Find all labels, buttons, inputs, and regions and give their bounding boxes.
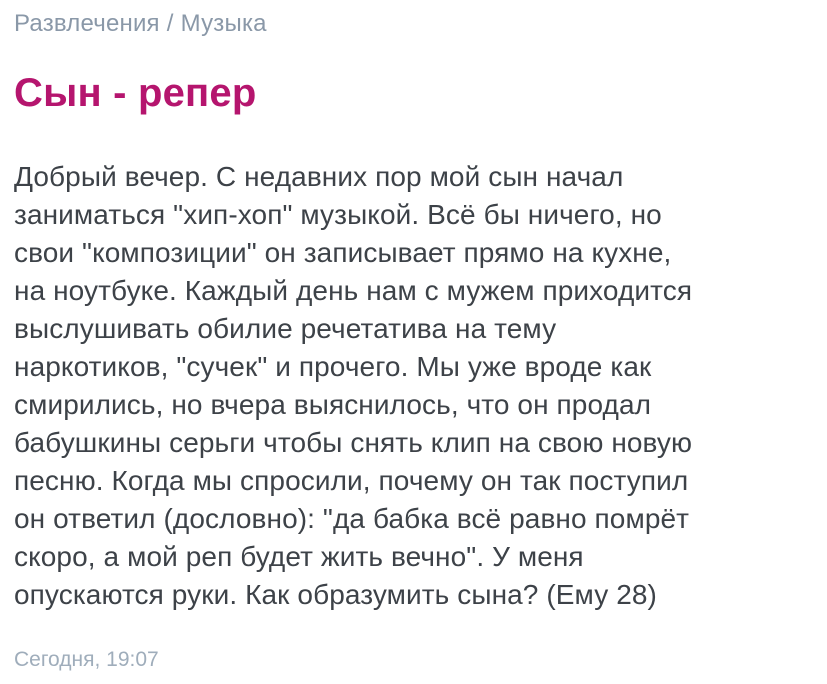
body-text-line: скоро, а мой реп будет жить вечно". У меня xyxy=(14,541,584,572)
body-text-line: смирились, но вчера выяснилось, что он продал xyxy=(14,389,652,420)
breadcrumb-link-category[interactable]: Развлечения xyxy=(14,10,160,37)
breadcrumb-separator: / xyxy=(166,10,174,37)
body-text-line: песню. Когда мы спросили, почему он так поступил xyxy=(14,465,689,496)
breadcrumb-link-subcategory[interactable]: Музыка xyxy=(180,10,267,37)
body-text-line: Добрый вечер. С недавних пор мой сын начал xyxy=(14,161,624,192)
post-timestamp: Сегодня, 19:07 xyxy=(14,648,159,671)
body-text-line: он ответил (дословно): "да бабка всё равно помрёт xyxy=(14,503,690,534)
post-body xyxy=(14,158,809,614)
body-text-line: заниматься "хип-хоп" музыкой. Всё бы ничего, но xyxy=(14,199,662,230)
body-text-line: выслушивать обилие речетатива на тему xyxy=(14,313,557,344)
body-text-line: на ноутбуке. Каждый день нам с мужем приходится xyxy=(14,275,693,306)
body-text-line: наркотиков, "сучек" и прочего. Мы уже вроде как xyxy=(14,351,652,382)
body-text-line: опускаются руки. Как образумить сына? (Ему 28) xyxy=(14,579,657,610)
body-text-line: свои "композиции" он записывает прямо на кухне, xyxy=(14,237,672,268)
post-title: Сын - репер xyxy=(14,71,257,115)
breadcrumb xyxy=(14,10,809,38)
body-text-line: бабушкины серьги чтобы снять клип на свою новую xyxy=(14,427,693,458)
